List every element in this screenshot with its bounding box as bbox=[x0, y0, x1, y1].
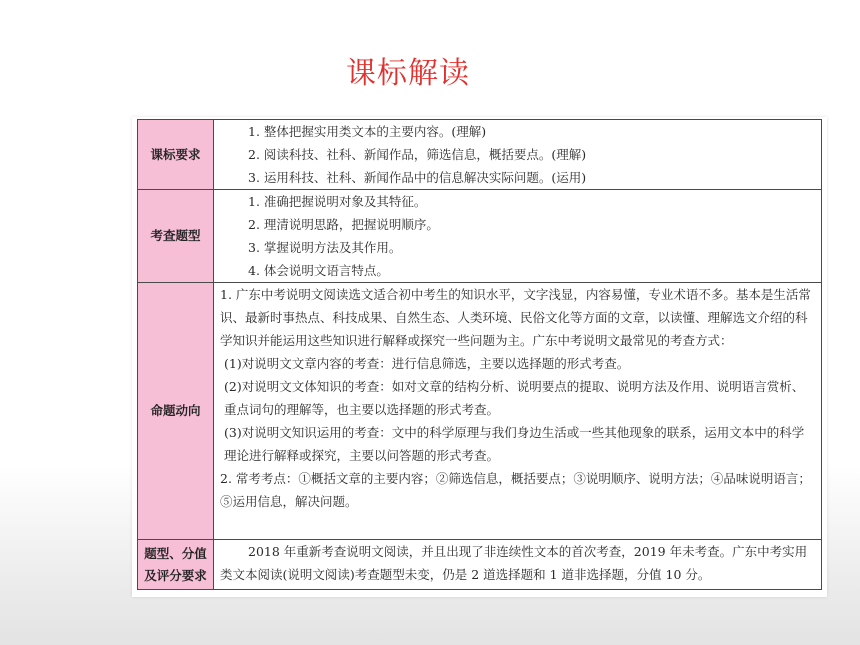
row-label-scoring bbox=[138, 540, 214, 590]
list-item: 2. 理清说明思路，把握说明顺序。 bbox=[248, 217, 439, 232]
list-item: 3. 运用科技、社科、新闻作品中的信息解决实际问题。(运用) bbox=[248, 170, 587, 185]
row-content-question-types bbox=[214, 190, 822, 283]
row-label-trends: 命题动向 bbox=[138, 283, 214, 540]
trend-sub-item-1: (1)对说明文文章内容的考查：进行信息筛选，主要以选择题的形式考查。 bbox=[224, 356, 630, 371]
page-title: 课标解读 bbox=[346, 56, 470, 91]
row-content-trends bbox=[214, 283, 822, 540]
table-row-trends bbox=[138, 283, 822, 540]
list-item: 4. 体会说明文语言特点。 bbox=[248, 263, 389, 278]
row-label-scoring-line2: 及评分要求 bbox=[144, 567, 207, 583]
list-item: 3. 掌握说明方法及其作用。 bbox=[248, 240, 402, 255]
row-label-requirements: 课标要求 bbox=[138, 120, 214, 190]
trend-paragraph-1: 1. 广东中考说明文阅读选文适合初中考生的知识水平，文字浅显，内容易懂，专业术语不多。基本是生活常识、最新时事热点、科技成果、自然生态、人类环境、民俗文化等方面的文章，以读懂、理解选文介绍的科学知识并能运用这些知识进行解释或探究一些问题为主。广东中考说明文最常见的考查方式： bbox=[220, 287, 811, 348]
list-item: 2. 阅读科技、社科、新闻作品，筛选信息，概括要点。(理解) bbox=[248, 147, 587, 162]
table-row-question-types bbox=[138, 190, 822, 283]
scoring-text: 2018 年重新考查说明文阅读，并且出现了非连续性文本的首次考查，2019 年未考查。广东中考实用类文本阅读(说明文阅读)考查题型未变，仍是 2 道选择题和 1 道非选择题，分值 10 分。 bbox=[220, 544, 808, 582]
curriculum-table-card bbox=[132, 117, 827, 597]
row-content-scoring bbox=[214, 540, 822, 590]
table-row-requirements bbox=[138, 120, 822, 190]
table-row-scoring bbox=[138, 540, 822, 590]
trend-sub-item-2: (2)对说明文文体知识的考查：如对文章的结构分析、说明要点的提取、说明方法及作用、说明语言赏析、重点词句的理解等，也主要以选择题的形式考查。 bbox=[224, 379, 805, 417]
trend-paragraph-2: 2. 常考考点：①概括文章的主要内容；②筛选信息，概括要点；③说明顺序、说明方法；④品味说明语言；⑤运用信息，解决问题。 bbox=[220, 471, 811, 509]
curriculum-table bbox=[137, 119, 822, 590]
row-label-scoring-line1: 题型、分值 bbox=[144, 545, 207, 561]
row-content-requirements bbox=[214, 120, 822, 190]
list-item: 1. 整体把握实用类文本的主要内容。(理解) bbox=[248, 124, 487, 139]
trend-sub-item-3: (3)对说明文知识运用的考查：文中的科学原理与我们身边生活或一些其他现象的联系，运用文本中的科学理论进行解释或探究，主要以问答题的形式考查。 bbox=[224, 425, 805, 463]
list-item: 1. 准确把握说明对象及其特征。 bbox=[248, 194, 427, 209]
row-label-question-types: 考查题型 bbox=[138, 190, 214, 283]
